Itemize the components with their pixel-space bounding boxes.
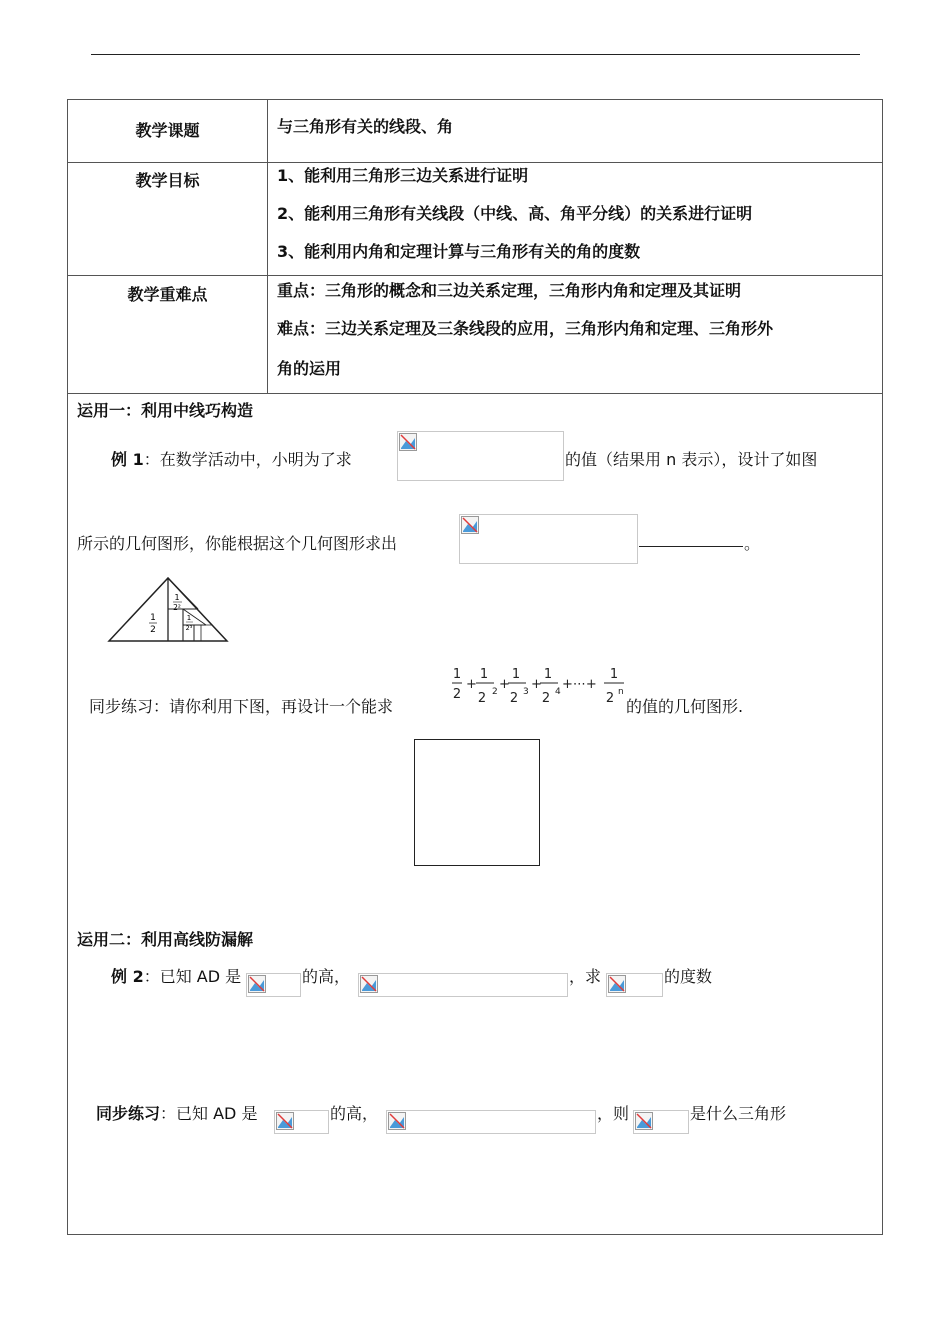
svg-text:2: 2	[605, 691, 615, 706]
figure-label-eighth: 1	[186, 614, 192, 622]
broken-image-icon	[360, 975, 378, 993]
svg-text:4: 4	[555, 687, 561, 697]
practice1-text-a: 同步练习：请你利用下图，再设计一个能求	[89, 697, 394, 716]
triangle-image-placeholder	[633, 1110, 689, 1134]
condition-image-placeholder	[358, 973, 568, 997]
triangle-image-placeholder	[246, 973, 301, 997]
example1-label: 例 1	[111, 450, 144, 469]
triangle-image-placeholder	[274, 1110, 329, 1134]
example2-text-d: 的度数	[664, 967, 713, 986]
figure-label-half: 1	[150, 613, 156, 623]
svg-text:+: +	[499, 677, 510, 692]
section2-heading: 运用二：利用高线防漏解	[77, 930, 254, 949]
condition-image-placeholder	[386, 1110, 596, 1134]
broken-image-icon	[635, 1112, 653, 1130]
svg-text:2: 2	[541, 691, 551, 706]
row-text: 角的运用	[277, 359, 342, 378]
practice2-label: 同步练习	[96, 1104, 161, 1123]
example2-text-c: ，求	[569, 967, 602, 986]
broken-image-icon	[388, 1112, 406, 1130]
example1-line1	[111, 447, 352, 470]
row-text: 与三角形有关的线段、角	[277, 117, 454, 136]
row-text: 难点：三边关系定理及三条线段的应用，三角形内角和定理、三角形外	[277, 319, 774, 338]
svg-text:2: 2	[150, 625, 156, 635]
practice2-line	[96, 1101, 257, 1124]
broken-image-icon	[399, 433, 417, 451]
svg-text:2: 2	[509, 691, 519, 706]
svg-text:3: 3	[523, 687, 529, 697]
practice2-text-d: 是什么三角形	[690, 1104, 787, 1123]
example1-text-b: 的值（结果用 n 表示），设计了如图	[565, 450, 818, 469]
svg-text:2²: 2²	[173, 603, 181, 612]
triangle-figure	[106, 574, 230, 646]
row-text: 2、能利用三角形有关线段（中线、高、角平分线）的关系进行证明	[277, 204, 753, 223]
svg-text:1: 1	[479, 667, 489, 682]
svg-text:1: 1	[452, 667, 462, 682]
svg-text:2: 2	[452, 687, 462, 702]
example2-text-a: ：已知 AD 是	[143, 967, 242, 986]
example1-text-a: ：在数学活动中，小明为了求	[143, 450, 352, 469]
example1-text-d: 。	[744, 534, 761, 553]
angle-image-placeholder	[606, 973, 663, 997]
svg-text:n: n	[618, 687, 624, 697]
svg-text:2: 2	[477, 691, 487, 706]
broken-image-icon	[248, 975, 266, 993]
practice2-text-a: ：已知 AD 是	[160, 1104, 258, 1123]
table-row-goals	[68, 162, 882, 276]
example2-line	[111, 964, 241, 987]
practice2-text-c: ，则	[597, 1104, 630, 1123]
row-label: 教学目标	[135, 171, 200, 190]
row-text: 重点：三角形的概念和三边关系定理，三角形内角和定理及其证明	[277, 281, 742, 300]
svg-text:2: 2	[492, 687, 498, 697]
svg-text:+: +	[466, 677, 477, 692]
svg-text:+: +	[531, 677, 542, 692]
answer-blank[interactable]	[639, 546, 743, 547]
table-row-keypoints	[68, 276, 882, 394]
row-text: 1、能利用三角形三边关系进行证明	[277, 166, 529, 185]
practice1-text-b: 的值的几何图形.	[626, 697, 744, 716]
broken-image-icon	[608, 975, 626, 993]
table-row-topic	[68, 100, 882, 163]
example2-text-b: 的高，	[302, 967, 351, 986]
example1-text-c: 所示的几何图形，你能根据这个几何图形求出	[77, 534, 398, 553]
broken-image-icon	[461, 516, 479, 534]
svg-text:+⋯+: +⋯+	[562, 677, 597, 692]
practice2-text-b: 的高，	[330, 1104, 379, 1123]
row-text: 3、能利用内角和定理计算与三角形有关的角的度数	[277, 242, 641, 261]
row-label: 教学课题	[135, 121, 200, 140]
series-formula	[452, 662, 624, 714]
svg-text:1: 1	[543, 667, 553, 682]
square-figure	[414, 739, 540, 866]
broken-image-icon	[276, 1112, 294, 1130]
svg-text:1: 1	[609, 667, 619, 682]
column-divider	[267, 100, 268, 394]
row-label: 教学重难点	[127, 285, 208, 304]
figure-label-quarter: 1	[174, 593, 180, 602]
svg-text:1: 1	[511, 667, 521, 682]
example2-label: 例 2	[111, 967, 144, 986]
formula-image-placeholder	[459, 514, 638, 564]
header-rule	[91, 54, 860, 55]
formula-image-placeholder	[397, 431, 564, 481]
section1-heading: 运用一：利用中线巧构造	[77, 401, 254, 420]
svg-text:2³: 2³	[185, 624, 193, 632]
